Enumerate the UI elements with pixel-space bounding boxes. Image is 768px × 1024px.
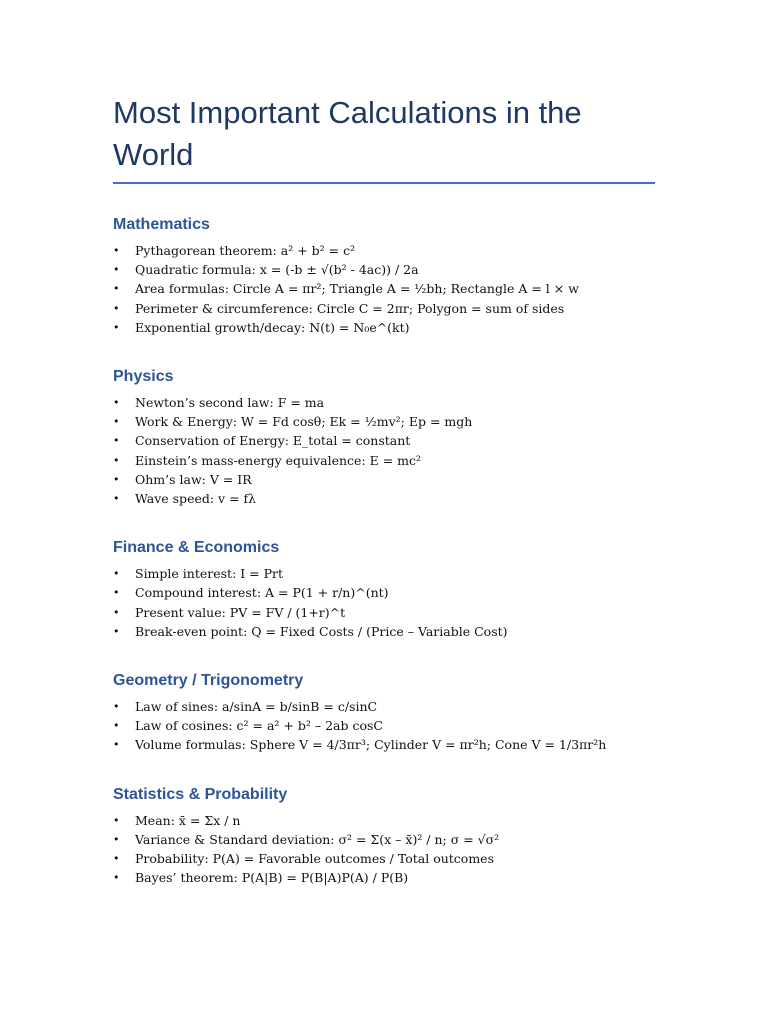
list-item	[113, 735, 655, 754]
list-item-text: Volume formulas: Sphere V = 4/3πr³; Cylinder V = πr²h; Cone V = 1/3πr²h	[135, 737, 607, 753]
list-item	[113, 849, 655, 868]
list-item-text: Einstein’s mass-energy equivalence: E = mc²	[135, 452, 422, 468]
bullet-icon: •	[113, 434, 120, 448]
section-heading: Finance & Economics	[113, 539, 280, 557]
list-item-text: Newton’s second law: F = ma	[135, 395, 325, 411]
bullet-icon: •	[113, 396, 120, 410]
list-item	[113, 564, 655, 583]
bullet-icon: •	[113, 813, 120, 827]
bullet-icon: •	[113, 453, 120, 467]
list-item-text: Law of sines: a/sinA = b/sinB = c/sinC	[135, 699, 378, 715]
document-title: Most Important Calculations in the World	[113, 95, 582, 172]
section-mathematics	[113, 214, 655, 337]
bullet-icon: •	[113, 624, 120, 638]
list-item	[113, 716, 655, 735]
list-item-text: Wave speed: v = fλ	[135, 491, 257, 507]
bullet-icon: •	[113, 832, 120, 846]
section-heading: Physics	[113, 368, 174, 386]
list-item	[113, 470, 655, 489]
list-item	[113, 622, 655, 641]
list-item-text: Quadratic formula: x = (-b ± √(b² - 4ac)) / 2a	[135, 262, 419, 278]
section-heading: Statistics & Probability	[113, 785, 288, 803]
list-item-text: Probability: P(A) = Favorable outcomes / Total outcomes	[135, 851, 494, 867]
list-item	[113, 241, 655, 260]
list-item	[113, 393, 655, 412]
bullet-icon: •	[113, 605, 120, 619]
section-statistics-probability	[113, 784, 655, 888]
bullet-icon: •	[113, 415, 120, 429]
list-item	[113, 868, 655, 887]
bullet-list	[113, 697, 655, 755]
bullet-list	[113, 811, 655, 888]
list-item-text: Compound interest: A = P(1 + r/n)^(nt)	[135, 585, 389, 601]
bullet-icon: •	[113, 871, 120, 885]
list-item-text: Perimeter & circumference: Circle C = 2πr; Polygon = sum of sides	[135, 300, 565, 316]
section-heading: Geometry / Trigonometry	[113, 672, 304, 690]
list-item-text: Exponential growth/decay: N(t) = N₀e^(kt)	[135, 319, 410, 335]
list-item-text: Present value: PV = FV / (1+r)^t	[135, 604, 346, 620]
list-item	[113, 260, 655, 279]
list-item	[113, 412, 655, 431]
section-physics	[113, 366, 655, 508]
bullet-icon: •	[113, 492, 120, 506]
bullet-icon: •	[113, 700, 120, 714]
list-item-text: Variance & Standard deviation: σ² = Σ(x – x̄)² / n; σ = √σ²	[135, 831, 500, 847]
list-item	[113, 318, 655, 337]
list-item	[113, 279, 655, 298]
bullet-icon: •	[113, 263, 120, 277]
list-item	[113, 603, 655, 622]
list-item-text: Pythagorean theorem: a² + b² = c²	[135, 243, 356, 258]
list-item	[113, 830, 655, 849]
list-item	[113, 431, 655, 450]
list-item	[113, 583, 655, 602]
title-underline	[113, 182, 655, 184]
bullet-list	[113, 393, 655, 508]
list-item	[113, 299, 655, 318]
bullet-icon: •	[113, 719, 120, 733]
list-item-text: Area formulas: Circle A = πr²; Triangle A = ½bh; Rectangle A = l × w	[135, 281, 579, 297]
bullet-icon: •	[113, 852, 120, 866]
bullet-icon: •	[113, 472, 120, 486]
list-item-text: Work & Energy: W = Fd cosθ; Ek = ½mv²; Ep = mgh	[135, 414, 473, 430]
list-item-text: Break-even point: Q = Fixed Costs / (Price – Variable Cost)	[135, 623, 508, 639]
list-item	[113, 489, 655, 508]
bullet-icon: •	[113, 738, 120, 752]
bullet-list	[113, 564, 655, 641]
bullet-icon: •	[113, 244, 120, 257]
section-geometry-trigonometry	[113, 670, 655, 755]
document-page	[113, 92, 655, 916]
bullet-icon: •	[113, 586, 120, 600]
section-finance-economics	[113, 537, 655, 641]
bullet-icon: •	[113, 282, 120, 296]
bullet-icon: •	[113, 320, 120, 334]
bullet-icon: •	[113, 567, 120, 581]
list-item	[113, 697, 655, 716]
list-item-text: Ohm’s law: V = IR	[135, 471, 252, 487]
bullet-icon: •	[113, 301, 120, 315]
list-item	[113, 451, 655, 470]
list-item	[113, 811, 655, 830]
list-item-text: Conservation of Energy: E_total = constant	[135, 433, 411, 449]
list-item-text: Mean: x̄ = Σx / n	[135, 812, 241, 828]
list-item-text: Bayes’ theorem: P(A|B) = P(B|A)P(A) / P(B)	[135, 870, 409, 886]
bullet-list	[113, 241, 655, 337]
section-heading: Mathematics	[113, 216, 210, 233]
list-item-text: Law of cosines: c² = a² + b² – 2ab cosC	[135, 718, 383, 734]
list-item-text: Simple interest: I = Prt	[135, 566, 284, 582]
